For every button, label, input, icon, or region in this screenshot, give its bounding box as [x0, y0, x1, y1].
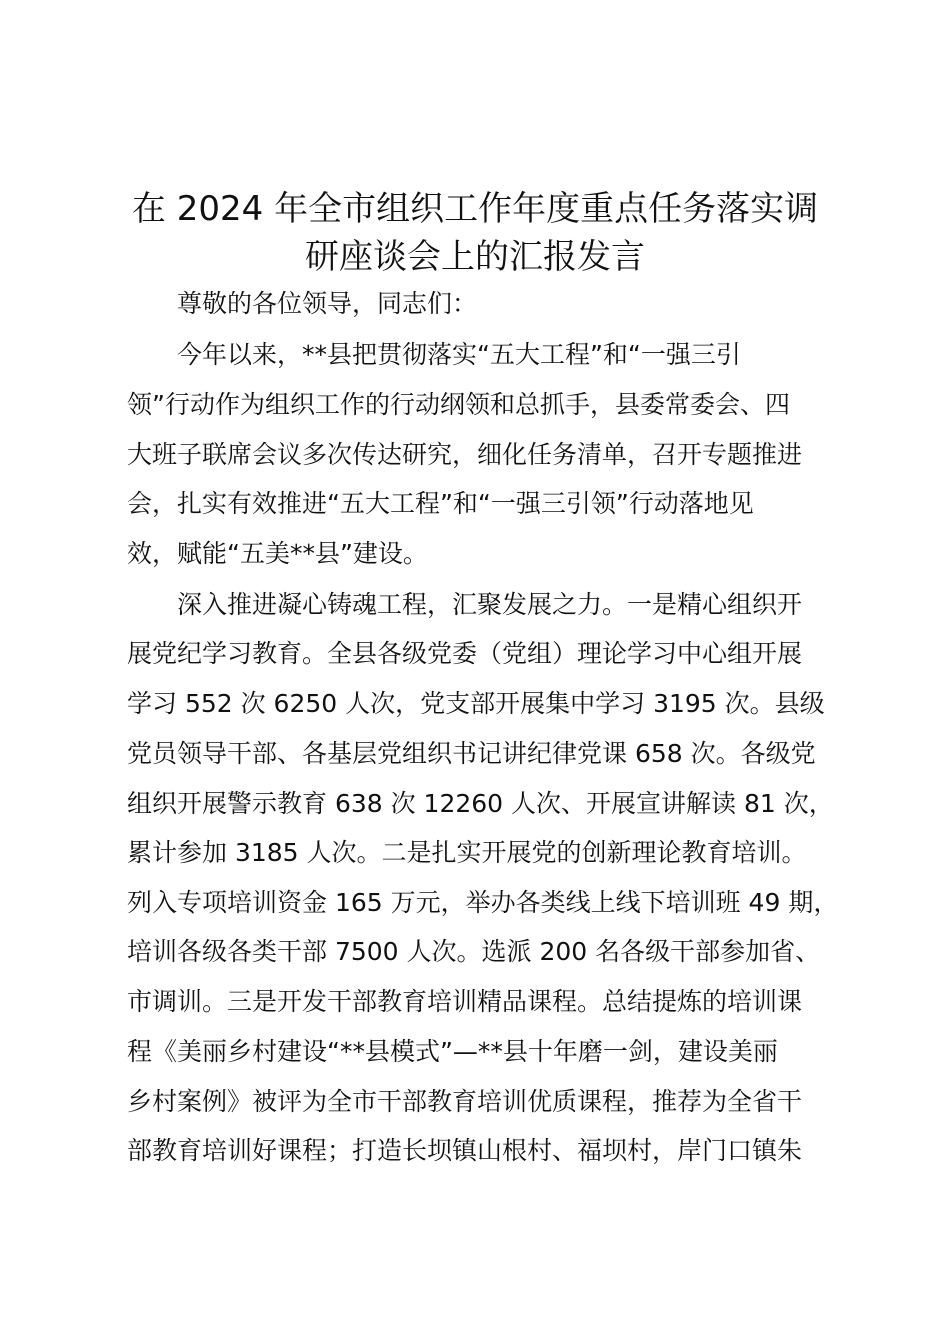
document-title-line-1: 在 2024 年全市组织工作年度重点任务落实调	[131, 189, 819, 229]
document-title-line-2: 研座谈会上的汇报发言	[305, 237, 645, 277]
paragraph-2-line-7: 列入专项培训资金 165 万元，举办各类线上线下培训班 49 期，	[127, 888, 839, 917]
paragraph-1-line-5: 效，赋能“五美**县”建设。	[127, 539, 428, 568]
paragraph-2-line-2: 展党纪学习教育。全县各级党委（党组）理论学习中心组开展	[127, 639, 803, 668]
paragraph-2-line-8: 培训各级各类干部 7500 人次。选派 200 名各级干部参加省、	[127, 937, 821, 966]
paragraph-2-line-10: 程《美丽乡村建设“**县模式”—**县十年磨一剑，建设美丽	[127, 1037, 778, 1066]
paragraph-1-line-2: 领”行动作为组织工作的行动纲领和总抓手，县委常委会、四	[127, 390, 790, 419]
paragraph-2-line-1: 深入推进凝心铸魂工程，汇聚发展之力。一是精心组织开	[177, 590, 803, 619]
paragraph-1-line-3: 大班子联席会议多次传达研究，细化任务清单，召开专题推进	[127, 440, 803, 469]
paragraph-2-line-6: 累计参加 3185 人次。二是扎实开展党的创新理论教育培训。	[127, 838, 807, 867]
salutation: 尊敬的各位领导，同志们：	[177, 289, 478, 318]
paragraph-1-line-1: 今年以来，**县把贯彻落实“五大工程”和“一强三引	[177, 340, 741, 369]
paragraph-2-line-3: 学习 552 次 6250 人次，党支部开展集中学习 3195 次。县级	[127, 689, 825, 718]
paragraph-2-line-4: 党员领导干部、各基层党组织书记讲纪律党课 658 次。各级党	[127, 739, 816, 768]
paragraph-1-line-4: 会，扎实有效推进“五大工程”和“一强三引领”行动落地见	[127, 489, 754, 518]
paragraph-2-line-11: 乡村案例》被评为全市干部教育培训优质课程，推荐为全省干	[127, 1087, 803, 1116]
paragraph-2-line-5: 组织开展警示教育 638 次 12260 人次、开展宣讲解读 81 次，	[127, 789, 834, 818]
paragraph-2-line-9: 市调训。三是开发干部教育培训精品课程。总结提炼的培训课	[127, 987, 803, 1016]
paragraph-2-line-12: 部教育培训好课程；打造长坝镇山根村、福坝村，岸门口镇朱	[127, 1136, 803, 1165]
